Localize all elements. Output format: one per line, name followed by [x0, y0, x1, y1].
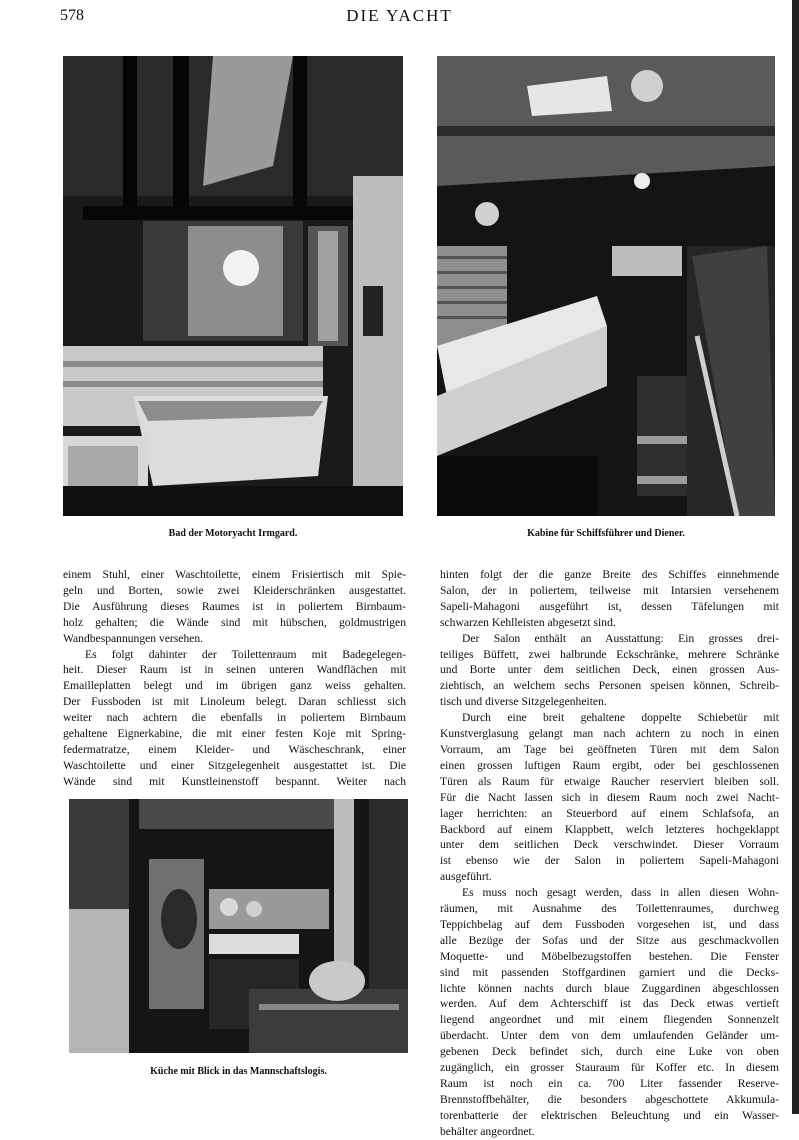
text-line: Backbord auf einem Klappbett, welch letzteres hochgeklappt [440, 822, 779, 836]
text-line: Wände sind mit Kunstleinenstoff bespannt. Weiter nach [63, 774, 406, 788]
text-line: holz gehalten; die Wände sind mit hübschen, goldmustrigen [63, 615, 406, 629]
text-line: torenbatterie der elektrischen Beleuchtung und ein Wasser- [440, 1108, 779, 1122]
text-line: Für die Nacht lassen sich in diesem Raum noch zwei Nacht- [440, 790, 779, 804]
bath-photo [63, 56, 403, 516]
page-number: 578 [60, 7, 84, 24]
text-line: und Borte unter dem seitlichen Deck, einen grossen Aus- [440, 663, 779, 677]
bath-caption: Bad der Motoryacht Irmgard. [168, 528, 298, 539]
text-line: Moquette- und Möbelbezugstoffen bestehen. Die Fenster [440, 949, 779, 963]
text-line: Emailleplatten belegt und im übrigen ganz weiss gehalten. [63, 679, 406, 693]
left-column [63, 567, 406, 790]
text-line: heit. Dieser Raum ist in seinen unteren Wandflächen mit [63, 663, 406, 677]
text-line: Teppichbelag auf dem Fussboden vorgesehen ist, und dass [440, 917, 779, 931]
right-column [440, 567, 779, 1140]
text-line: Wandbespannungen versehen. [63, 631, 204, 645]
right-para-2 [440, 631, 779, 711]
text-line: ziehtisch, an welchem sechs Personen speisen können, Schreib- [440, 679, 779, 693]
text-line: sind mit passenden Stoffgardinen garniert und die Decks- [440, 965, 779, 979]
text-line: behälter angeordnet. [440, 1124, 535, 1138]
text-line: Der Fussboden ist mit Linoleum belegt. Daran schliesst sich [63, 695, 406, 709]
text-line: Die Ausführung dieses Raumes ist in poliertem Birnbaum- [63, 599, 406, 613]
text-line: geln und Borten, sowie zwei Kleiderschränken ausgestattet. [63, 583, 406, 597]
text-line: werden. Auf dem Achterschiff ist das Deck etwas vertieft [440, 997, 779, 1011]
text-line: unter dem seitlichen Deck verschwindet. Dieser Vorraum [440, 838, 779, 852]
text-line: liegend angeordnet und mit einem fliegenden Sonnenzelt [440, 1013, 779, 1027]
cabin-caption: Kabine für Schiffsführer und Diener. [527, 528, 685, 539]
text-line: zugänglich, ein grosser Stauraum für Koffer etc. In diesem [440, 1061, 779, 1075]
scan-edge [792, 0, 799, 1114]
text-line: alle Bezüge der Sofas und der Sitze aus geschmackvollen [440, 933, 779, 947]
text-line: Es muss noch gesagt werden, dass in allen diesen Wohn- [462, 886, 779, 900]
text-line: Kunstverglasung gelangt man nach achtern zu noch in einen [440, 727, 779, 741]
text-line: räumen, mit Ausnahme des Toilettenraumes, durchweg [440, 902, 779, 916]
text-line: tisch und diverse Sitzgelegenheiten. [440, 695, 607, 709]
text-line: ist ebenso wie der Salon in poliertem Sapeli-Mahagoni [440, 854, 779, 868]
right-para-1 [440, 567, 779, 631]
text-line: einem Stuhl, einer Waschtoilette, einem Frisiertisch mit Spie- [63, 568, 406, 581]
text-line: überdacht. Unter dem von dem umlaufenden Geländer um- [440, 1029, 779, 1043]
text-line: gehaltene Eignerkabine, die mit einer festen Koje mit Spring- [63, 727, 406, 741]
text-line: Salon, der in poliertem, teilweise mit Intarsien versehenem [440, 583, 779, 597]
text-line: Brennstoffbehälter, die besonders abgeschottete Akkumula- [440, 1092, 779, 1106]
text-line: teiliges Büffett, zwei halbrunde Eckschränke, mehrere Schränke [440, 647, 779, 661]
text-line: ausgeführt. [440, 870, 492, 884]
right-para-3 [440, 710, 779, 885]
text-line: Der Salon enthält an Ausstattung: Ein grosses drei- [462, 631, 779, 645]
left-para-2 [63, 647, 406, 790]
text-line: Sapeli-Mahagoni ausgeführt ist, dessen Täfelungen mit [440, 599, 779, 613]
kitchen-photo [69, 799, 408, 1053]
text-line: schwarzen Kehlleisten abgesetzt sind. [440, 615, 616, 629]
cabin-photo [437, 56, 775, 516]
text-line: lichte können nachts durch blaue Zuggardinen abgeschlossen [440, 981, 779, 995]
text-line: Raum ist noch ein ca. 700 Liter fassender Reserve- [440, 1077, 779, 1090]
journal-title: DIE YACHT [346, 6, 453, 25]
text-line: einen grossen luftigen Raum ergibt, oder bei geschlossenen [440, 758, 779, 772]
text-line: Türen als Raum für etwaige Raucher reserviert bleiben soll. [440, 774, 779, 788]
text-line: Es folgt dahinter der Toilettenraum mit Badegelegen- [85, 647, 406, 661]
text-line: Durch eine breit gehaltene doppelte Schiebetür mit [462, 711, 779, 725]
text-line: gebenen Deck befindet sich, durch eine Luke von oben [440, 1045, 779, 1059]
text-line: weiter nach achtern die ebenfalls in poliertem Birnbaum [63, 711, 406, 725]
text-line: federmatratze, einem Kleider- und Wäscheschrank, einer [63, 742, 406, 756]
text-line: hinten folgt der die ganze Breite des Schiffes einnehmende [440, 568, 779, 581]
text-line: Vorraum, am Tage bei geöffneten Türen mit dem Salon [440, 742, 779, 756]
right-para-4 [440, 885, 779, 1140]
left-para-1 [63, 567, 406, 647]
text-line: Waschtoilette und einer Sitzgelegenheit ausgestattet ist. Die [63, 758, 406, 772]
text-line: lager herrichten: an Steuerbord auf einem Schlafsofa, an [440, 806, 779, 820]
kitchen-caption: Küche mit Blick in das Mannschaftslogis. [150, 1066, 327, 1077]
